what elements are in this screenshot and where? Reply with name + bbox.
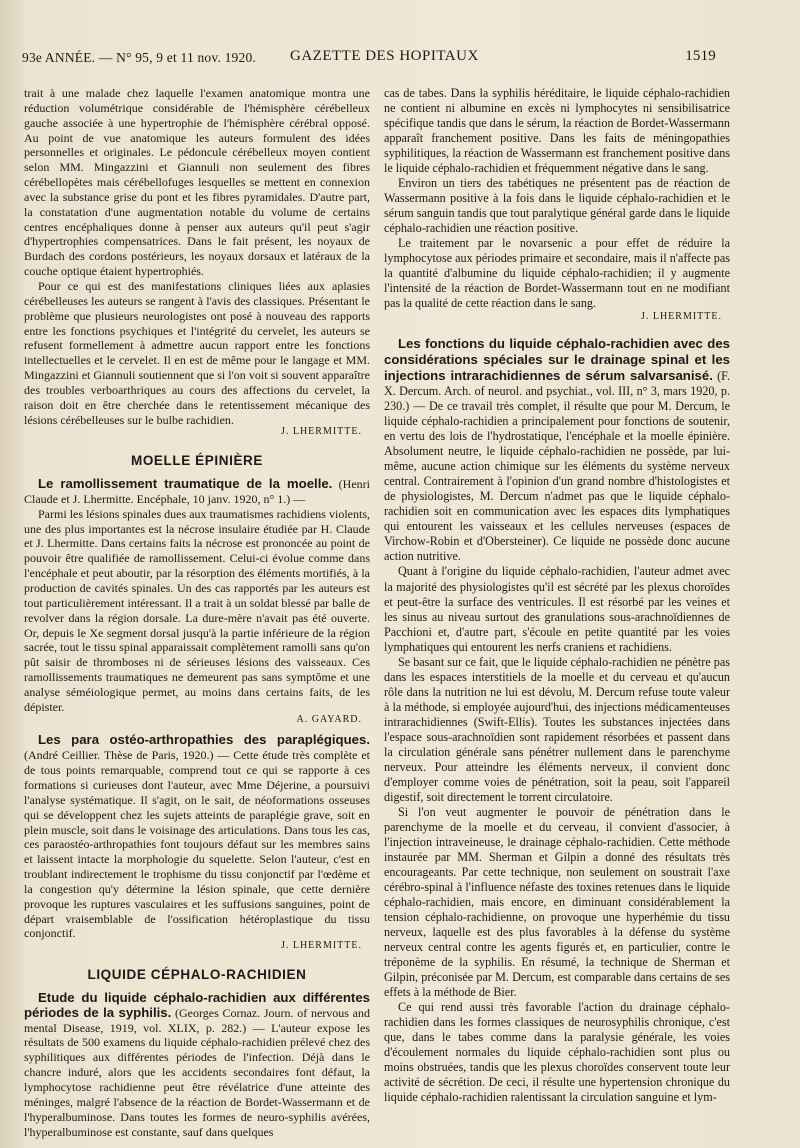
paragraph: Le traitement par le novarsenic a pour effet de réduire la lymphocytose aux périodes primaire et secondaire, mais il n'affecte pas la quantité d'albumine du liquide céphalo-rachidien; il y augmente l'intensité de la réaction de Bordet-Wassermann tout en ne modifiant pas la qualité de cette réaction dans le sang. xyxy=(384,236,730,311)
author-signature: J. LHERMITTE. xyxy=(280,426,362,438)
issue-line: 93e ANNÉE. — N° 95, 9 et 11 nov. 1920. xyxy=(22,50,256,65)
article-entry xyxy=(24,733,370,941)
section-heading: MOELLE ÉPINIÈRE xyxy=(130,453,264,469)
section-heading: LIQUIDE CÉPHALO-RACHIDIEN xyxy=(87,967,307,983)
article-title: Les para ostéo-arthropathies des paraplégiques. xyxy=(38,732,370,748)
author-signature: A. GAYARD. xyxy=(296,713,362,725)
paragraph: Quant à l'origine du liquide céphalo-rachidien, l'auteur admet avec la majorité des physiologistes qu'il est sécrété par les plexus choroïdes et peut-être la surface des ventricules. Il est résorbé par les veines et les sinus au niveau surtout des granulations sous-arachnoïdiennes de Pacchioni et, d'autre part, s'écoule en petite quantité par les voies lymphatiques qui entourent les nerfs craniens et rachidiens. xyxy=(384,564,730,654)
article-entry xyxy=(384,336,730,564)
article-body: Parmi les lésions spinales dues aux traumatismes rachidiens violents, une des plus importantes est la nécrose insulaire étudiée par H. Claude et J. Lhermitte. Dans certains faits la nécrose est prononcée au point de pouvoir être qualifiée de ramollissement. Celui-ci évolue comme dans l'encéphale et peut aboutir, par la résorption des éléments mortifiés, à la production de cavités spinales. Un des cas rapportés par les auteurs est tout particulièrement intéressant. Il a trait à un soldat blessé par balle de revolver dans la région dorsale. La dure-mère n'avait pas été ouverte. Or, depuis le Xe segment dorsal jusqu'à la partie inférieure de la région sacrée, tout le tissu spinal apparaissait complètement ramolli sans qu'on pût saisir de thromboses ni de sérieuses lésions des vaisseaux. Ces ramollissements traumatiques ne demeurent pas sans symptôme et une analyse séméiologique permet, au moins dans certains faits, de les dépister. xyxy=(24,506,370,714)
article-body: L'auteur expose les résultats de 500 examens du liquide céphalo-rachidien prélevé chez des syphilitiques aux différentes périodes de l'infection. Déjà dans le chancre induré, alors que les accidents secondaires font défaut, la lymphocytose rachidienne peut être révélatrice d'une atteinte des méninges, malgré l'absence de la réaction de Bordet-Wassermann et de l'hyperalbuminose. Dans toutes les formes de neuro-syphilis avérées, l'hyperalbuminose est constante, sauf dans quelques xyxy=(24,1020,370,1139)
article-reference: (André Ceillier. Thèse de Paris, 1920.) — xyxy=(24,748,230,763)
paragraph: Si l'on veut augmenter le pouvoir de pénétration dans le parenchyme de la moelle et du cerveau, il convient d'associer, à l'injection intraveineuse, le drainage céphalo-rachidien. Cette méthode instaurée par MM. Sherman et Gilpin a donné des résultats très encourageants. Par cette technique, non seulement on soustrait l'axe cérébro-spinal à l'influence néfaste des toxines retenues dans le liquide céphalo-rachidien, mais encore, en diminuant considérablement la tension céphalo-rachidienne, on provoque une hyperhémie du tissu nerveux, laquelle est des plus favorables à la défense du système nerveux central contre les agents figurés et, en particulier, contre le tréponème de la syphilis. En résumé, la technique de Sherman et Gilpin, préconisée par M. Dercum, est comparable dans certains de ses effets à la méthode de Bier. xyxy=(384,804,730,999)
article-body: De ce travail très complet, il résulte que pour M. Dercum, le liquide céphalo-rachidien a principalement pour fonctions de soutenir, en vertu des lois de l'hydrostatique, l'encéphale et la moelle épinière. Absolument neutre, le liquide céphalo-rachidien ne possède, par lui-même, aucune action chimique sur les éléments du système nerveux central. Contrairement à l'opinion d'un grand nombre d'histologistes et de physiologistes, M. Dercum n'admet pas que le liquide céphalo-rachidien soit en communication avec les espaces dits lymphatiques qui entourent les vaisseaux et les cellules nerveuses (espaces de Virchow-Robin et d'Obersteiner). Ce liquide ne possède donc aucune action nutritive. xyxy=(384,399,730,564)
article-title: Le ramollissement traumatique de la moelle. xyxy=(38,476,333,492)
article-reference: (Georges Cornaz. Journ. of nervous and mental Disease, 1919, vol. XLIX, p. 282.) — xyxy=(24,1005,370,1035)
article-reference: (Henri Claude et J. Lhermitte. Encéphale, 10 janv. 1920, n° 1.) — xyxy=(24,477,370,506)
left-column xyxy=(24,86,370,1139)
journal-title: GAZETTE DES HOPITAUX xyxy=(290,48,479,64)
page-number: 1519 xyxy=(685,48,716,64)
paragraph: Environ un tiers des tabétiques ne présentent pas de réaction de Wassermann positive à la fois dans le liquide céphalo-rachidien et le sérum sanguin tandis que tout paralytique général garde dans le liquide céphalo-rachidien une réaction positive. xyxy=(384,176,730,236)
author-signature: J. LHERMITTE. xyxy=(280,940,362,952)
paragraph: Ce qui rend aussi très favorable l'action du drainage céphalo-rachidien dans les formes classiques de neurosyphilis chronique, c'est que, dans le tabes comme dans la paralysie générale, les voies d'écoulement normales du liquide céphalo-rachidien sont plus ou moins obstruées, tandis que les plexus choroïdes conservent toute leur activité de sécrétion. De ceci, il résulte une hypertension chronique du liquide céphalo-rachidien ralentissant la circulation sanguine et lym- xyxy=(384,999,730,1105)
paragraph: Se basant sur ce fait, que le liquide céphalo-rachidien ne pénètre pas dans les espaces interstitiels de la moelle et du cerveau et qu'aucun rôle dans la nutrition ne lui est dévolu, M. Dercum refuse toute valeur à la méthode, si employée aujourd'hui, des injections médicamenteuses intrarachidiennes (Swift-Ellis). Toutes les substances injectées dans l'espace sous-arachnoïdien sont rapidement résorbées et passent dans la circulation générale sans pénétrer nullement dans le parenchyme nerveux. Pour atteindre les éléments nerveux, il convient donc d'employer comme voies de pénétration, soit la peau, soit l'appareil digestif, soit directement le torrent circulatoire. xyxy=(384,654,730,804)
article-body: Cette étude très complète et de tous points remarquable, comprend tout ce qui se rapporte à ces formations si curieuses dont l'auteur, avec Mme Déjerine, a poursuivi l'analyse systématique. Il s'agit, on le sait, de néoformations osseuses qui se développent chez les sujets atteints de paraplégie grave, soit en plein muscle, soit dans le voisinage des articulations. Dans tous les cas, ces paraostéo-arthropathies font toujours défaut sur les membres sains et laissent intacte la morphologie du squelette. Selon l'auteur, c'est en troublant indirectement le trophisme du tissu conjonctif par l'œdème et la congestion qu'y détermine la lésion spinale, que cette dernière provoque les ruptures vasculaires et les suffusions sanguines, point de départ vraisemblable de l'ossification hétéroplastique du tissu conjonctif. xyxy=(24,748,371,941)
right-column xyxy=(384,86,730,1105)
author-signature: J. LHERMITTE. xyxy=(640,311,722,323)
article-title: Les fonctions du liquide céphalo-rachidien avec des considérations spéciales sur le drainage spinal et les injections intrarachidiennes de sérum salvarsanisé. xyxy=(384,336,730,384)
article-title: Etude du liquide céphalo-rachidien aux différentes périodes de la syphilis. xyxy=(24,989,370,1020)
paragraph: Pour ce qui est des manifestations cliniques liées aux aplasies cérébelleuses les auteurs se rangent à l'avis des classiques. Présentant le problème que plusieurs neurologistes ont posé à nouveau des rapports entre les fonctions psychiques et l'intégrité du cervelet, les auteurs se refusent formellement à admettre aucun rapport entre les fonctions intellectuelles et le cervelet. Il en est de même pour le langage et MM. Mingazzini et Giannuli soutiennent que si l'on voit si souvent apparaître des troubles verboarthriques au cours des affections du cervelet, la raison doit en être cherchée dans le retentissement mécanique des lésions cérébelleuses sur le bulbe rachidien. xyxy=(24,278,370,427)
article-reference: (F. X. Dercum. Arch. of neurol. and psychiat., vol. III, n° 3, mars 1920, p. 230.) — xyxy=(384,369,730,414)
paragraph: trait à une malade chez laquelle l'examen anatomique montra une réduction volumétrique considérable de l'hémisphère cérébelleux gauche associée à une hypertrophie de l'hémisphère cérébral opposé. Au point de vue anatomique les auteurs formulent des idées personnelles et originales. Le pédoncule cérébelleux moyen contient selon MM. Mingazzini et Giannuli non seulement des fibres cérébellopètes mais cérébellofuges lesquelles se mettent en connexion avec la substance grise du pont et les fibres pyramidales. D'autre part, la constatation d'une augmentation notable du volume de certains centres encéphaliques donne à penser aux auteurs qu'il peut s'agir d'hypertrophies compensatrices. Dans le fait présent, les noyaux de Burdach des cordons postérieurs, les noyaux dorsaux et latéraux de la couche optique étaient hypertrophiés. xyxy=(24,86,370,279)
paragraph: cas de tabes. Dans la syphilis héréditaire, le liquide céphalo-rachidien ne contient ni albumine en excès ni lymphocytes ni sensibilisatrice spécifique tandis que dans le sérum, la réaction de Bordet-Wassermann apparaît franchement positive. Dans les faits de méningopathies syphilitiques, la réaction de Wassermann est franchement positive dans le liquide céphalo-rachidien et fréquemment négative dans le sang. xyxy=(384,86,730,176)
article-entry xyxy=(24,477,370,507)
article-entry xyxy=(24,991,370,1139)
running-header xyxy=(22,48,716,70)
